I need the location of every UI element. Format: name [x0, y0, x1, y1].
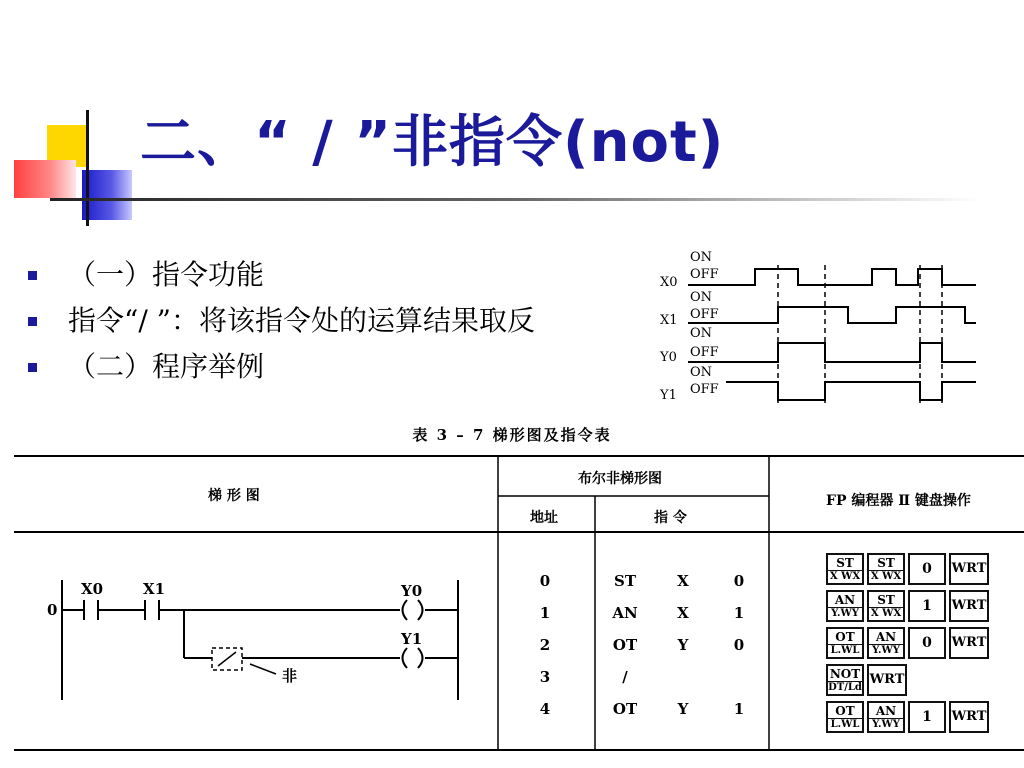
title-decoration-blue-square	[82, 170, 132, 220]
bullet-item: （二）程序举例	[28, 344, 535, 390]
bullet-list	[28, 252, 535, 390]
number-cell: 1	[733, 604, 745, 622]
key-ot-l: OT L.WL	[826, 627, 864, 659]
title-underline	[50, 198, 980, 201]
timing-diagram	[650, 245, 990, 405]
address-cell: 1	[539, 604, 551, 622]
ladder-x0-label: X0	[81, 580, 104, 598]
key-digit-0: 0	[908, 627, 946, 659]
device-cell: Y	[677, 700, 689, 718]
number-cell: 0	[733, 636, 745, 654]
key-an-y: AN Y.WY	[867, 701, 905, 733]
keyboard-row	[826, 553, 989, 585]
key-st-x: ST X WX	[867, 553, 905, 585]
keyboard-row	[826, 590, 989, 622]
x1-waveform	[688, 307, 976, 323]
key-st-x: ST X WX	[867, 590, 905, 622]
title-decoration-vertical-line	[86, 110, 89, 226]
key-wrt: WRT	[949, 627, 989, 659]
ladder-y1-label: Y1	[401, 630, 423, 648]
ladder-rung-number: 0	[47, 601, 58, 619]
opcode-cell: AN	[612, 604, 638, 622]
address-cell: 4	[539, 700, 551, 718]
ladder-x1-label: X1	[143, 580, 166, 598]
y1-off-label: OFF	[690, 382, 719, 397]
y0-signal-label: Y0	[660, 350, 677, 365]
y0-off-label: OFF	[690, 345, 719, 360]
opcode-cell: ST	[614, 572, 636, 590]
header-ladder-diagram: 梯 形 图	[208, 488, 260, 504]
address-cell: 3	[539, 668, 551, 686]
x1-off-label: OFF	[690, 307, 719, 322]
y1-signal-label: Y1	[660, 388, 677, 403]
bullet-square-icon	[28, 363, 37, 372]
header-instruction: 指 令	[654, 510, 687, 526]
ladder-diagram	[0, 560, 498, 710]
key-digit-0: 0	[908, 553, 946, 585]
y0-waveform	[688, 343, 976, 362]
key-ot-l: OT L.WL	[826, 701, 864, 733]
keyboard-row	[826, 664, 907, 696]
key-st-x: ST X WX	[826, 553, 864, 585]
x1-signal-label: X1	[660, 313, 678, 328]
x0-signal-label: X0	[660, 275, 678, 290]
ladder-y0-label: Y0	[401, 582, 423, 600]
y0-coil	[403, 600, 408, 620]
x0-on-label: ON	[690, 250, 713, 265]
x1-on-label: ON	[690, 290, 713, 305]
header-address: 地址	[530, 510, 558, 526]
keyboard-row	[826, 701, 989, 733]
key-digit-1: 1	[908, 701, 946, 733]
opcode-cell: OT	[612, 636, 638, 654]
device-cell: X	[677, 572, 689, 590]
key-wrt: WRT	[949, 590, 989, 622]
y1-coil	[403, 648, 408, 668]
key-wrt: WRT	[867, 664, 907, 696]
address-cell: 0	[539, 572, 551, 590]
key-digit-1: 1	[908, 590, 946, 622]
slide-title: 二、“ / ”非指令(not)	[140, 110, 725, 175]
x0-waveform	[688, 269, 976, 285]
header-boolean-ladder: 布尔非梯形图	[578, 471, 662, 487]
number-cell: 0	[733, 572, 745, 590]
y1-waveform	[726, 382, 976, 400]
number-cell: 1	[733, 700, 745, 718]
device-cell: X	[677, 604, 689, 622]
bullet-item: 指令“/ ”：将该指令处的运算结果取反	[28, 298, 535, 344]
y1-on-label: ON	[690, 365, 713, 380]
device-cell: Y	[677, 636, 689, 654]
x0-off-label: OFF	[690, 267, 719, 282]
key-wrt: WRT	[949, 701, 989, 733]
y0-on-label: ON	[690, 326, 713, 341]
bullet-item: （一）指令功能	[28, 252, 535, 298]
opcode-cell: /	[622, 668, 628, 686]
table-caption: 表 3 – 7 梯形图及指令表	[412, 426, 612, 444]
key-an-y: AN Y.WY	[826, 590, 864, 622]
address-cell: 2	[539, 636, 551, 654]
keyboard-row	[826, 627, 989, 659]
bullet-square-icon	[28, 271, 37, 280]
opcode-cell: OT	[612, 700, 638, 718]
title-decoration-red-bar	[14, 160, 76, 198]
key-not-dt: NOT DT/Ld	[826, 664, 864, 696]
key-an-y: AN Y.WY	[867, 627, 905, 659]
header-keyboard-operation: FP 编程器 Ⅱ 键盘操作	[826, 493, 971, 509]
ladder-not-label: 非	[282, 667, 298, 685]
key-wrt: WRT	[949, 553, 989, 585]
bullet-square-icon	[28, 317, 37, 326]
